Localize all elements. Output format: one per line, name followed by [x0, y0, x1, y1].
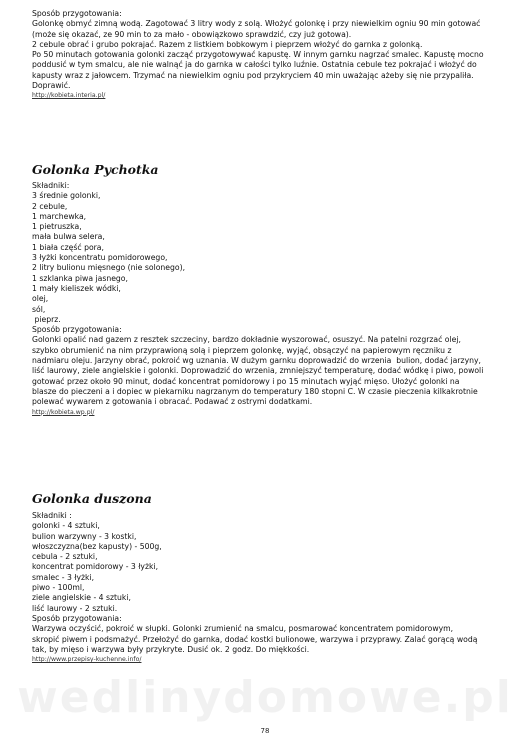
- text-line: bulion warzywny - 3 kostki,: [32, 531, 137, 541]
- text-line: poddusić w tym smalcu, ale nie walnąć ja do garnka w całości tylko luźnie. Ostatnia cebule tez pokrajać i włożyć do: [32, 60, 477, 70]
- recipe-section-2: [32, 181, 518, 417]
- text-line: Golonki opalić nad gazem z resztek szczeciny, bardzo dokładnie wyszorować, osuszyć. Na patelni rozgrzać olej,: [32, 335, 461, 345]
- text-line: Po 50 minutach gotowania golonki zacząć przygotowywać kapustę. W innym garnku nagrzać smalec. Kapustę mocno: [32, 50, 484, 60]
- text-line: Golonkę obmyć zimną wodą. Zagotować 3 litry wody z solą. Włożyć golonkę i przy niewielkim ogniu 90 min gotować: [32, 19, 481, 29]
- text-line: skropić piwem i podsmażyć. Przełożyć do garnka, dodać kostki bulionowe, warzywa i przyprawy. Zalać gorącą wodą: [32, 634, 478, 644]
- text-line: sól,: [32, 304, 46, 314]
- text-line: koncentrat pomidorowy - 3 łyżki,: [32, 562, 159, 572]
- text-line: tak, by mięso i warzywa były przykryte. Dusić ok. 2 godz. Do miękkości.: [32, 644, 310, 654]
- text-line: liść laurowy - 2 sztuki.: [32, 603, 118, 613]
- text-line: 3 średnie golonki,: [32, 191, 101, 201]
- text-line: kapusty wraz z jałowcem. Trzymać na niewielkim ogniu pod przykryciem 40 min uważając ażeby się nie przypaliła.: [32, 70, 474, 80]
- text-line: ziele angielskie - 4 sztuki,: [32, 593, 131, 603]
- text-line: 3 łyżki koncentratu pomidorowego,: [32, 253, 168, 263]
- text-line: 1 biała część pora,: [32, 242, 104, 252]
- text-line: (może się okazać, ze 90 min to za mało - obowiązkowo sprawdzić, czy już gotowa).: [32, 29, 352, 39]
- text-line: 1 szklanka piwa jasnego,: [32, 273, 128, 283]
- text-line: piwo - 100ml,: [32, 583, 85, 593]
- source-link[interactable]: http://kobieta.interia.pl/: [32, 92, 106, 100]
- text-line: Doprawić.: [32, 81, 71, 91]
- text-line: Warzywa oczyścić, pokroić w słupki. Golonki zrumienić na smalcu, posmarować koncentratem pomidorowym,: [32, 624, 454, 634]
- text-line: mała bulwa selera,: [32, 232, 105, 242]
- watermark: wedlinydomowe.pl: [17, 672, 513, 723]
- text-line: Sposób przygotowania:: [32, 9, 122, 18]
- text-line: blasze do pieczeni a i dopiec w piekarniku nagrzanym do temperatury 180 stopni C. W czasie pieczenia kilkakrotnie: [32, 386, 478, 396]
- text-line: 2 litry bulionu mięsnego (nie solonego),: [32, 263, 186, 273]
- text-line: Sposób przygotowania:: [32, 325, 122, 335]
- text-line: gotować przez około 90 minut, dodać koncentrat pomidorowy i po 15 minutach wyjąć mięso. Ułożyć golonki na: [32, 376, 460, 386]
- source-link[interactable]: http://kobieta.wp.pl/: [32, 408, 95, 416]
- text-line: włoszczyzna(bez kapusty) - 500g,: [32, 541, 162, 551]
- text-line: nadmiaru oleju. Jarzyny obrać, pokroić wg uznania. W dużym garnku doprowadzić do wrzenia bulion, dodać jarzyny,: [32, 356, 481, 366]
- text-line: pieprz.: [32, 314, 61, 324]
- text-line: 1 marchewka,: [32, 211, 87, 221]
- text-line: 2 cebule obrać i grubo pokrajać. Razem z listkiem bobkowym i pieprzem włożyć do garnka z golonką.: [32, 39, 423, 49]
- text-line: cebula - 2 sztuki,: [32, 552, 98, 562]
- text-line: 1 mały kieliszek wódki,: [32, 283, 121, 293]
- text-line: Sposób przygotowania:: [32, 613, 122, 623]
- text-line: golonki - 4 sztuki,: [32, 521, 100, 531]
- source-link[interactable]: http://www.przepisy-kuchenne.info/: [32, 656, 142, 664]
- text-line: smalec - 3 łyżki,: [32, 572, 95, 582]
- text-line: liść laurowy, ziele angielskie i golonki. Doprowadzić do wrzenia, zmniejszyć temperaturę, dodać wódkę i piwo, powoli: [32, 366, 484, 376]
- page-number: 78: [260, 727, 270, 735]
- recipe-title: Golonka Pychotka: [32, 162, 159, 177]
- text-line: olej,: [32, 294, 49, 304]
- recipe-title: Golonka duszona: [32, 491, 152, 506]
- recipe-section-1: [32, 9, 518, 100]
- text-line: Składniki :: [32, 511, 72, 520]
- text-line: Składniki:: [32, 181, 70, 190]
- text-line: 2 cebule,: [32, 201, 68, 211]
- recipe-section-3: [32, 511, 518, 664]
- text-line: 1 pietruszka,: [32, 222, 82, 232]
- text-line: szybko obrumienić na nim przyprawioną solą i pieprzem golonkę, wyjąć, obsączyć na papierowym ręczniku z: [32, 345, 452, 355]
- text-line: polewać wywarem z gotowania i obracać. Podawać z ostrymi dodatkami.: [32, 397, 313, 407]
